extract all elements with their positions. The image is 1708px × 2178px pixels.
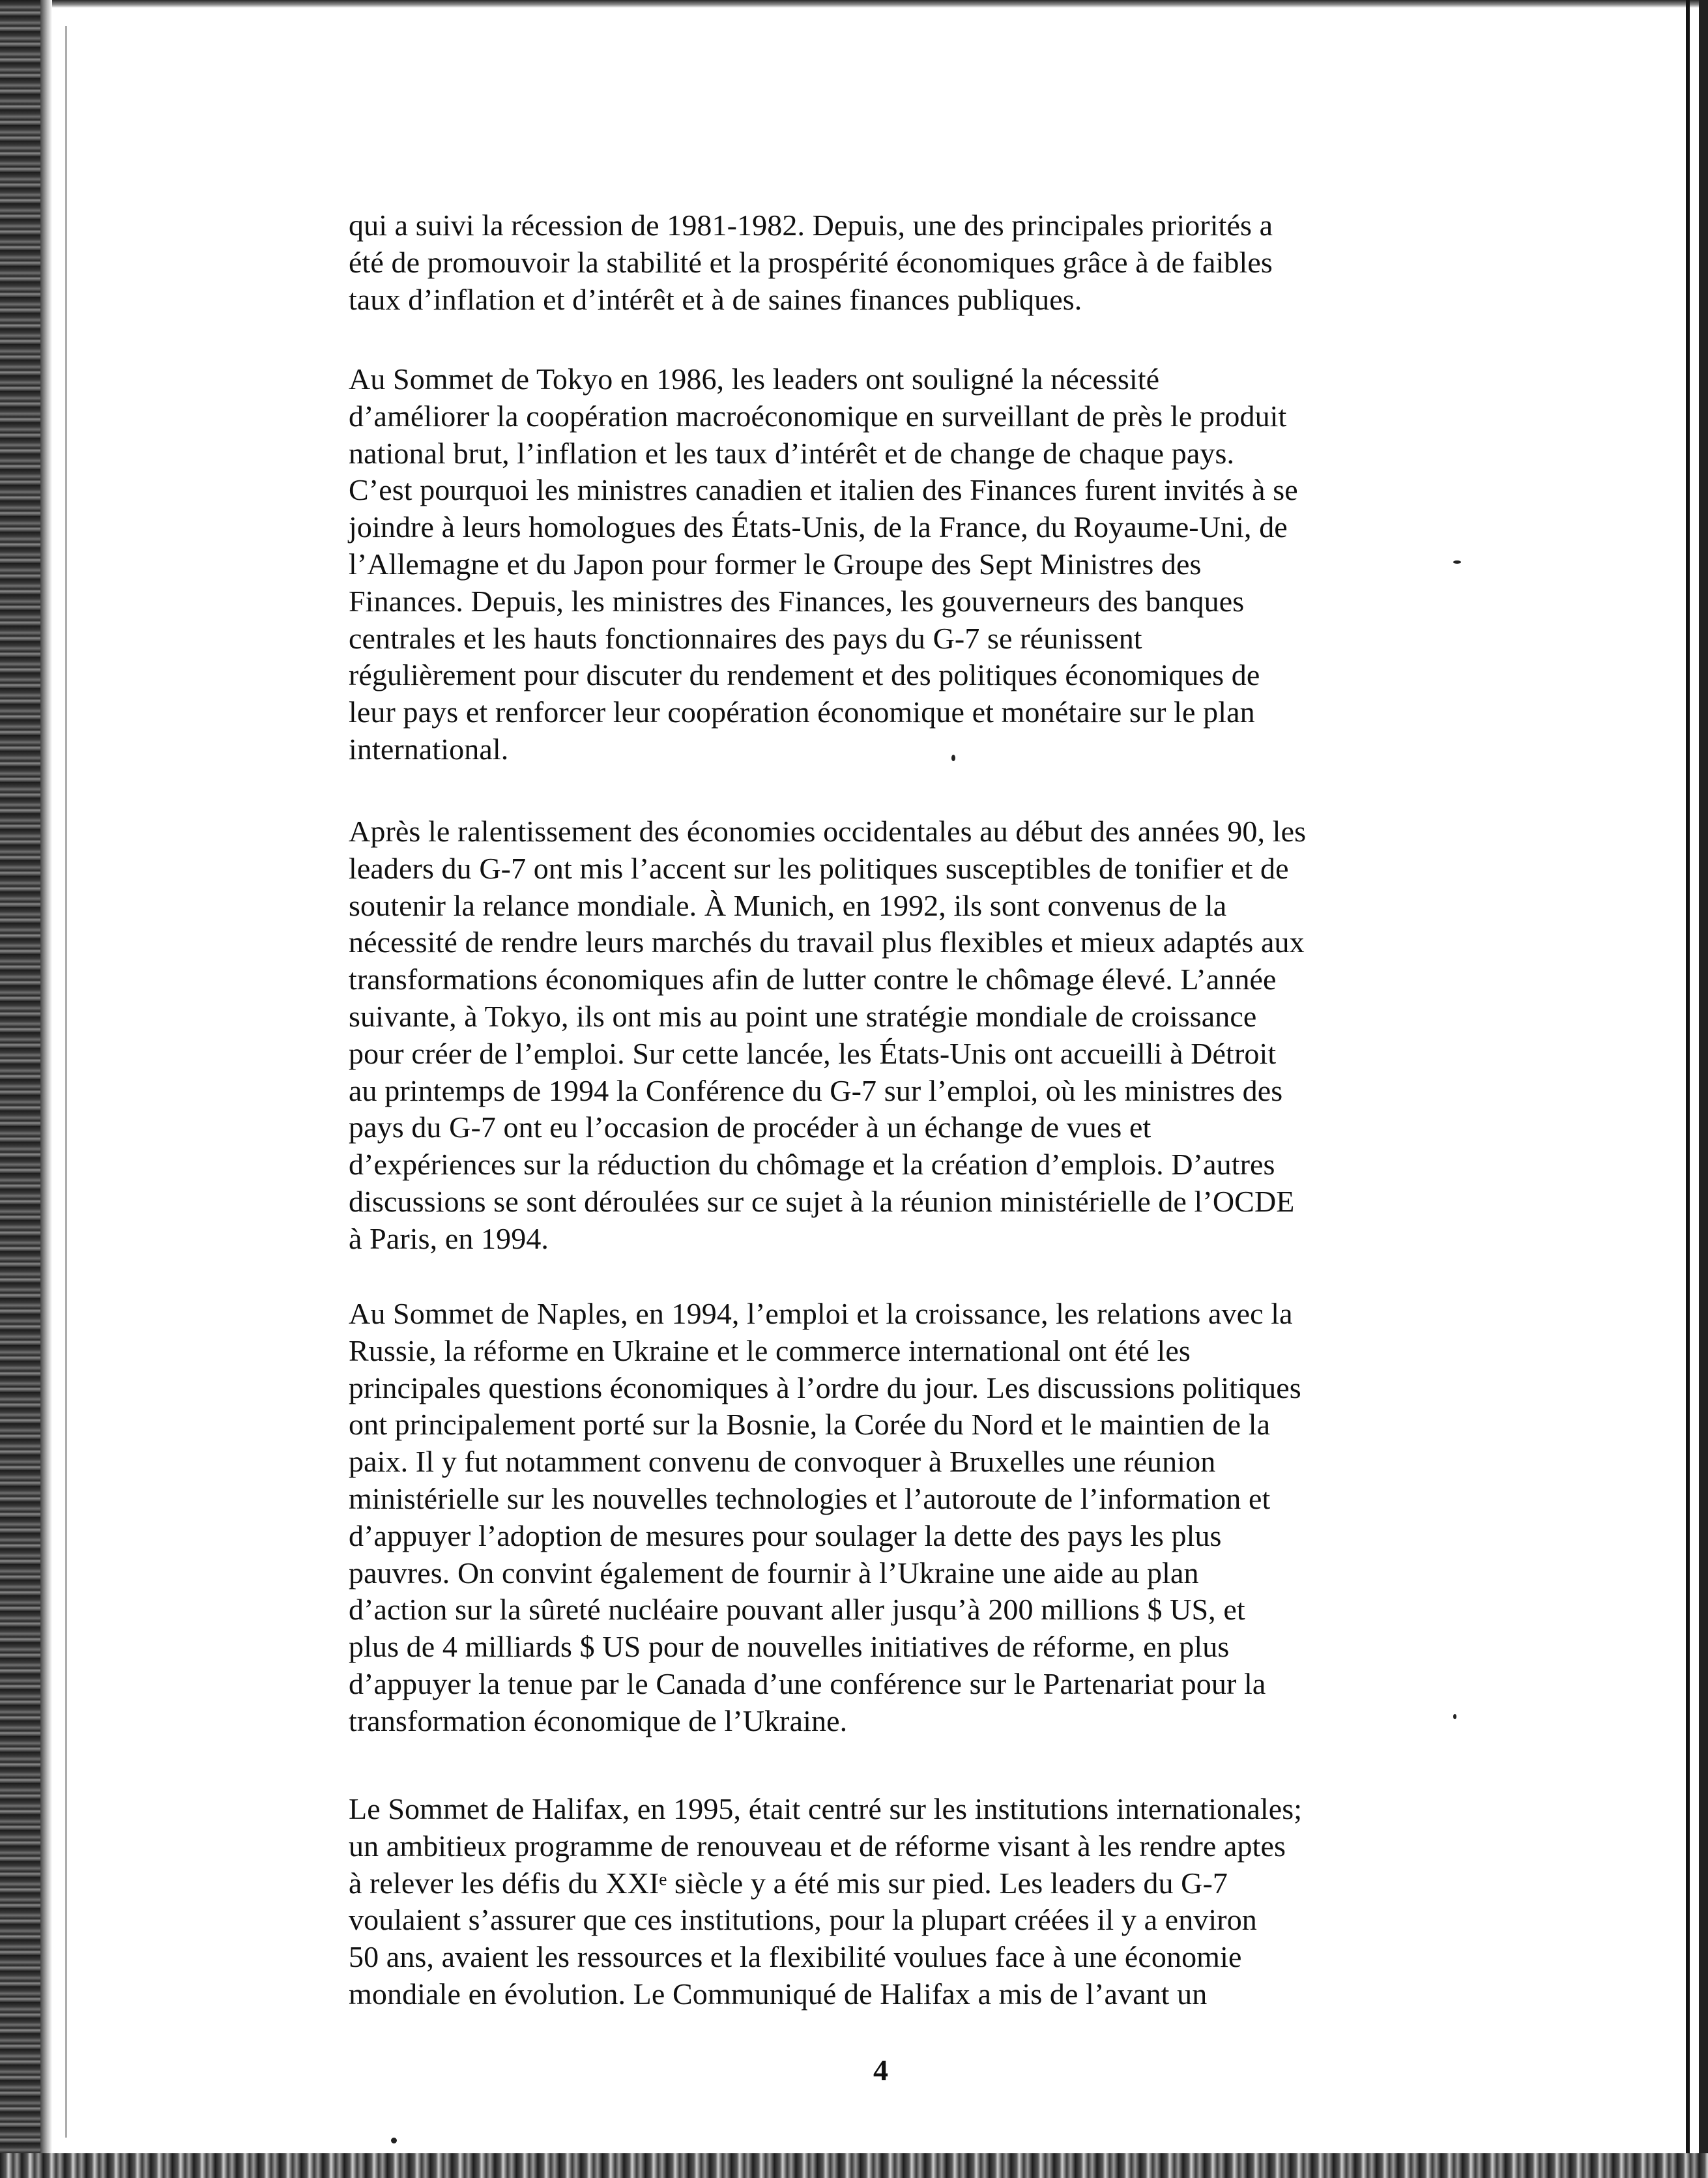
- scan-edge-top: [0, 0, 1708, 8]
- paragraph-5: Le Sommet de Halifax, en 1995, était centré sur les institutions internationales; un ambitieux programme de renouveau et de réforme visant à les rendre aptes à relever les défis du XXIᵉ siècle y a été mis sur pied. Les leaders du G-7 voulaient s’assurer que ces institutions, pour la plupart créées il y a environ 50 ans, avaient les ressources et la flexibilité voulues face à une économie mondiale en évolution. Le Communiqué de Halifax a mis de l’avant un: [349, 1792, 1303, 2011]
- paragraph-1: qui a suivi la récession de 1981-1982. Depuis, une des principales priorités a été de promouvoir la stabilité et la prospérité économiques grâce à de faibles taux d’inflation et d’intérêt et à de saines finances publiques.: [349, 209, 1273, 316]
- scan-speck: [1453, 560, 1461, 564]
- paragraph-4: Au Sommet de Naples, en 1994, l’emploi et la croissance, les relations avec la Russie, la réforme en Ukraine et le commerce international ont été les principales questions économiques à l’ordre du jour. Les discussions politiques ont principalement porté sur la Bosnie, la Corée du Nord et le maintien de la paix. Il y fut notamment convenu de convoquer à Bruxelles une réunion ministérielle sur les nouvelles technologies et l’autoroute de l’information et d’appuyer l’adoption de mesures pour soulager la dette des pays les plus pauvres. On convint également de fournir à l’Ukraine une aide au plan d’action sur la sûreté nucléaire pouvant aller jusqu’à 200 millions $ US, et plus de 4 milliards $ US pour de nouvelles initiatives de réforme, en plus d’appuyer la tenue par le Canada d’une conférence sur le Partenariat pour la transformation économique de l’Ukraine.: [349, 1297, 1301, 1737]
- scan-edge-right: [1699, 0, 1708, 2178]
- scan-margin-line-left: [65, 26, 67, 2138]
- page-number: 4: [873, 2054, 888, 2087]
- scan-margin-line-right: [1686, 0, 1690, 2178]
- scan-edge-left: [0, 0, 40, 2178]
- scan-speck: [1453, 1714, 1456, 1719]
- scan-edge-bottom: [0, 2153, 1708, 2178]
- paragraph-3: Après le ralentissement des économies occidentales au début des années 90, les leaders du G-7 ont mis l’accent sur les politiques susceptibles de tonifier et de soutenir la relance mondiale. À Munich, en 1992, ils sont convenus de la nécessité de rendre leurs marchés du travail plus flexibles et mieux adaptés aux transformations économiques afin de lutter contre le chômage élevé. L’année suivante, à Tokyo, ils ont mis au point une stratégie mondiale de croissance pour créer de l’emploi. Sur cette lancée, les États-Unis ont accueilli à Détroit au printemps de 1994 la Conférence du G-7 sur l’emploi, où les ministres des pays du G-7 ont eu l’occasion de procéder à un échange de vues et d’expériences sur la réduction du chômage et la création d’emplois. D’autres discussions se sont déroulées sur ce sujet à la réunion ministérielle de l’OCDE à Paris, en 1994.: [349, 815, 1307, 1255]
- paragraph-2: Au Sommet de Tokyo en 1986, les leaders ont souligné la nécessité d’améliorer la coopération macroéconomique en surveillant de près le produit national brut, l’inflation et les taux d’intérêt et de change de chaque pays. C’est pourquoi les ministres canadien et italien des Finances furent invités à se joindre à leurs homologues des États-Unis, de la France, du Royaume-Uni, de l’Allemagne et du Japon pour former le Groupe des Sept Ministres des Finances. Depuis, les ministres des Finances, les gouverneurs des banques centrales et les hauts fonctionnaires des pays du G-7 se réunissent régulièrement pour discuter du rendement et des politiques économiques de leur pays et renforcer leur coopération économique et monétaire sur le plan international.: [349, 362, 1298, 766]
- scan-edge-left-shadow: [40, 0, 52, 2178]
- scan-speck: [391, 2138, 397, 2143]
